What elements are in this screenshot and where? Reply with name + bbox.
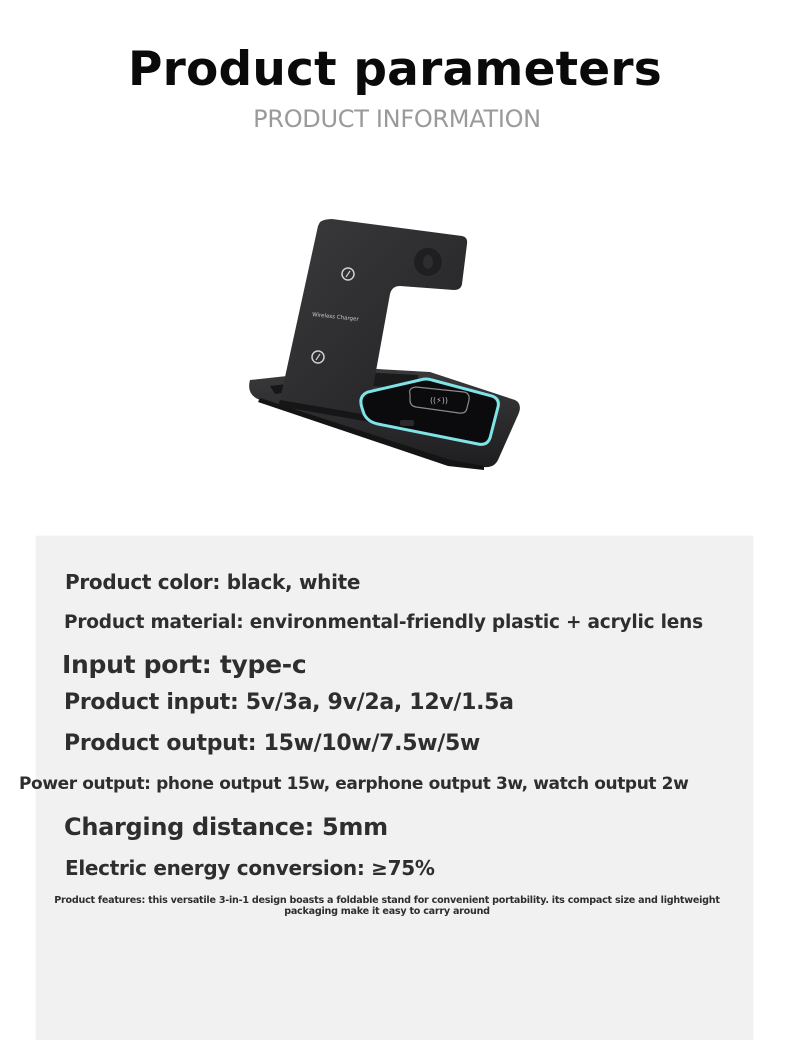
spec-energy-conversion: Electric energy conversion: ≥75% — [65, 856, 435, 880]
spec-product-material: Product material: environmental-friendly plastic + acrylic lens — [64, 612, 703, 633]
spec-product-features: Product features: this versatile 3-in-1 design boasts a foldable stand for convenient portability. its compact size and lightweight packaging make it easy to carry around — [54, 895, 720, 917]
spec-charging-distance: Charging distance: 5mm — [64, 813, 388, 841]
spec-product-input: Product input: 5v/3a, 9v/2a, 12v/1.5a — [64, 690, 514, 715]
page-subtitle: PRODUCT INFORMATION — [253, 105, 541, 133]
pad-button — [400, 420, 414, 426]
spec-power-output: Power output: phone output 15w, earphone output 3w, watch output 2w — [19, 774, 689, 794]
product-image — [240, 210, 530, 480]
spec-product-color: Product color: black, white — [65, 570, 361, 594]
page-title: Product parameters — [128, 42, 662, 97]
spec-product-output: Product output: 15w/10w/7.5w/5w — [64, 731, 481, 756]
spec-input-port: Input port: type-c — [62, 650, 307, 679]
wireless-charging-icon: ((⚡)) — [429, 396, 449, 405]
stand-label: Wireless Charger — [311, 312, 359, 323]
